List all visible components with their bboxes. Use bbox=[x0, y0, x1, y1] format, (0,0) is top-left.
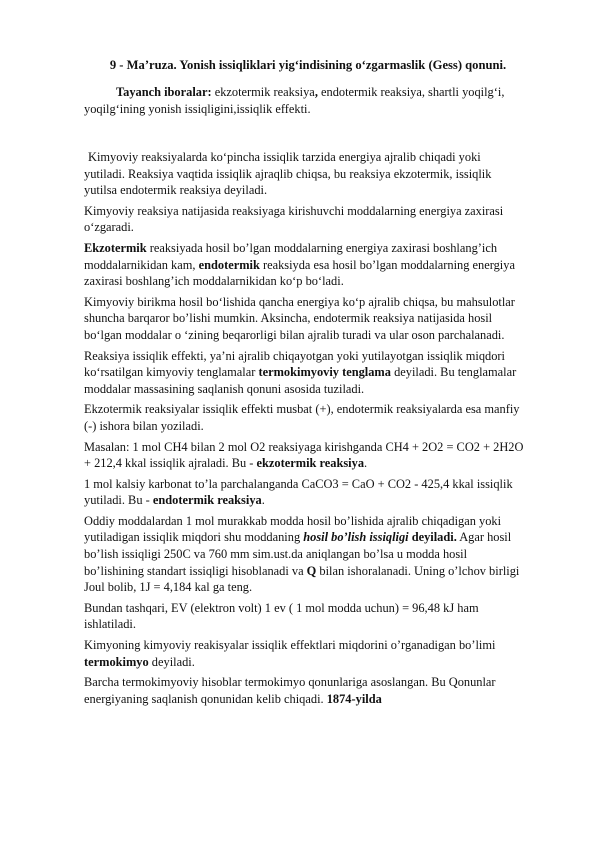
paragraph-11 bbox=[84, 637, 524, 670]
paragraph-11-text-1: Kimyoning kimyoviy reakisyalar issiqlik effektlari miqdorini o’rganadigan bo’limi bbox=[84, 638, 496, 653]
paragraph-3-text-1: reaksiyada hosil bo’lgan moddalarning energiya zaxirasi boshlang’ich moddalarnikidan kam, bbox=[84, 240, 498, 272]
symbol-q: Q bbox=[306, 563, 317, 578]
paragraph-7-text-1: Masalan: 1 mol CH4 bilan 2 mol O2 reaksiyaga kirishganda CH4 + 2O2 = CO2 + 2H2O + 212,4 kkal issiqlik ajraladi. Bu - bbox=[84, 439, 524, 471]
paragraph-8-text-1: 1 mol kalsiy karbonat to’la parchalanganda CaCO3 = CaO + CO2 - 425,4 kkal issiqlik yutiladi. Bu - bbox=[84, 476, 513, 508]
paragraph-9-bold-deyiladi: deyiladi. bbox=[408, 530, 457, 545]
paragraph-5 bbox=[84, 348, 524, 398]
paragraph-12 bbox=[84, 674, 524, 707]
term-ekzotermik-reaksiya: ekzotermik reaksiya bbox=[256, 456, 365, 471]
keywords-text-a: ekzotermik reaksiya bbox=[211, 85, 315, 99]
paragraph-6: Ekzotermik reaksiyalar issiqlik effekti musbat (+), endotermik reaksiyalarda esa manfiy (-) ishora bilan yoziladi. bbox=[84, 402, 520, 433]
keywords-comma: , bbox=[314, 85, 318, 99]
keywords-paragraph bbox=[84, 84, 524, 118]
paragraph-9 bbox=[84, 513, 524, 596]
term-termokimyo: termokimyo bbox=[84, 654, 149, 669]
paragraph-3-text-2: reaksiyda esa hosil bo’lgan moddalarning energiya zaxirasi boshlang’ich moddalarnikidan ko‘p bo‘ladi. bbox=[84, 257, 515, 289]
term-ekzotermik: Ekzotermik bbox=[84, 240, 147, 255]
lecture-title: 9 - Ma’ruza. Yonish issiqliklari yig‘indisining o‘zgarmaslik (Gess) qonuni. bbox=[109, 58, 507, 72]
paragraph-12-text-1: Barcha termokimyoviy hisoblar termokimyo qonunlariga asoslangan. Bu Qonunlar energiyaning saqlanish qonunidan kelib chiqadi. bbox=[84, 675, 496, 706]
keywords-text-b: endotermik reaksiya, shartli yoqilg‘i, yoqilg‘ining yonish issiqligini,issiqlik effekti. bbox=[84, 85, 505, 116]
paragraph-9-text-2: Agar hosil bo’lish issiqligi 250C va 760 mm sim.ust.da aniqlangan bo’lsa u modda hosil bo’lishining standart issiqligi hisoblanadi va bbox=[84, 530, 512, 578]
paragraph-11-text-2: deyiladi. bbox=[148, 654, 195, 669]
keywords-label: Tayanch iboralar: bbox=[116, 85, 212, 99]
term-endotermik: endotermik bbox=[198, 257, 260, 272]
paragraph-7 bbox=[84, 439, 524, 472]
paragraph-9-text-3: bilan ishoralanadi. Uning o’lchov birligi Joul bolib, 1J = 4,184 kal ga teng. bbox=[84, 563, 520, 595]
paragraph-9-text-1: Oddiy moddalardan 1 mol murakkab modda hosil bo’lishida ajralib chiqadigan yoki yutiladigan issiqlik miqdori shu moddaning bbox=[84, 513, 502, 545]
year-1874: 1874-yilda bbox=[326, 691, 382, 706]
term-endotermik-reaksiya: endotermik reaksiya bbox=[152, 493, 262, 508]
paragraph-10: Bundan tashqari, EV (elektron volt) 1 ev ( 1 mol modda uchun) = 96,48 kJ ham ishlatiladi. bbox=[84, 600, 479, 632]
paragraph-5-text-1: Reaksiya issiqlik effekti, ya’ni ajralib chiqayotgan yoki yutilayotgan issiqlik miqdori ko‘rsatilgan kimyoviy tenglamalar bbox=[84, 348, 505, 380]
paragraph-1: Kimyoviy reaksiyalarda ko‘pincha issiqlik tarzida energiya ajralib chiqadi yoki yutiladi. Reaksiya vaqtida issiqlik ajraqlib chiqsa, bu reaksiya ekzotermik, issiqlik yutilsa endotermik reaksiya deyiladi. bbox=[84, 150, 492, 198]
paragraph-2: Kimyoviy reaksiya natijasida reaksiyaga kirishuvchi moddalarning energiya zaxirasi o‘zgaradi. bbox=[84, 203, 504, 235]
paragraph-7-text-2: . bbox=[364, 456, 368, 471]
document-page bbox=[84, 58, 524, 711]
term-hosil-bolish-issiqligi: hosil bo’lish issiqligi bbox=[303, 530, 409, 545]
paragraph-5-text-2: deyiladi. Bu tenglamalar moddalar massasining saqlanish qonuni asosida tuziladi. bbox=[84, 365, 517, 396]
paragraph-8 bbox=[84, 476, 524, 509]
paragraph-4: Kimyoviy birikma hosil bo‘lishida qancha energiya ko‘p ajralib chiqsa, bu mahsulotlar shuncha barqaror bo’lishi mumkin. Aksincha, endotermik reaksiya natijasida hosil bo‘lgan moddalar o ‘zining beqarorligi bilan ajralib turadi va ular oson parchalanadi. bbox=[84, 294, 515, 342]
paragraph-8-text-2: . bbox=[261, 493, 265, 508]
term-termokimyoviy-tenglama: termokimyoviy tenglama bbox=[258, 365, 391, 380]
paragraph-3 bbox=[84, 240, 524, 290]
